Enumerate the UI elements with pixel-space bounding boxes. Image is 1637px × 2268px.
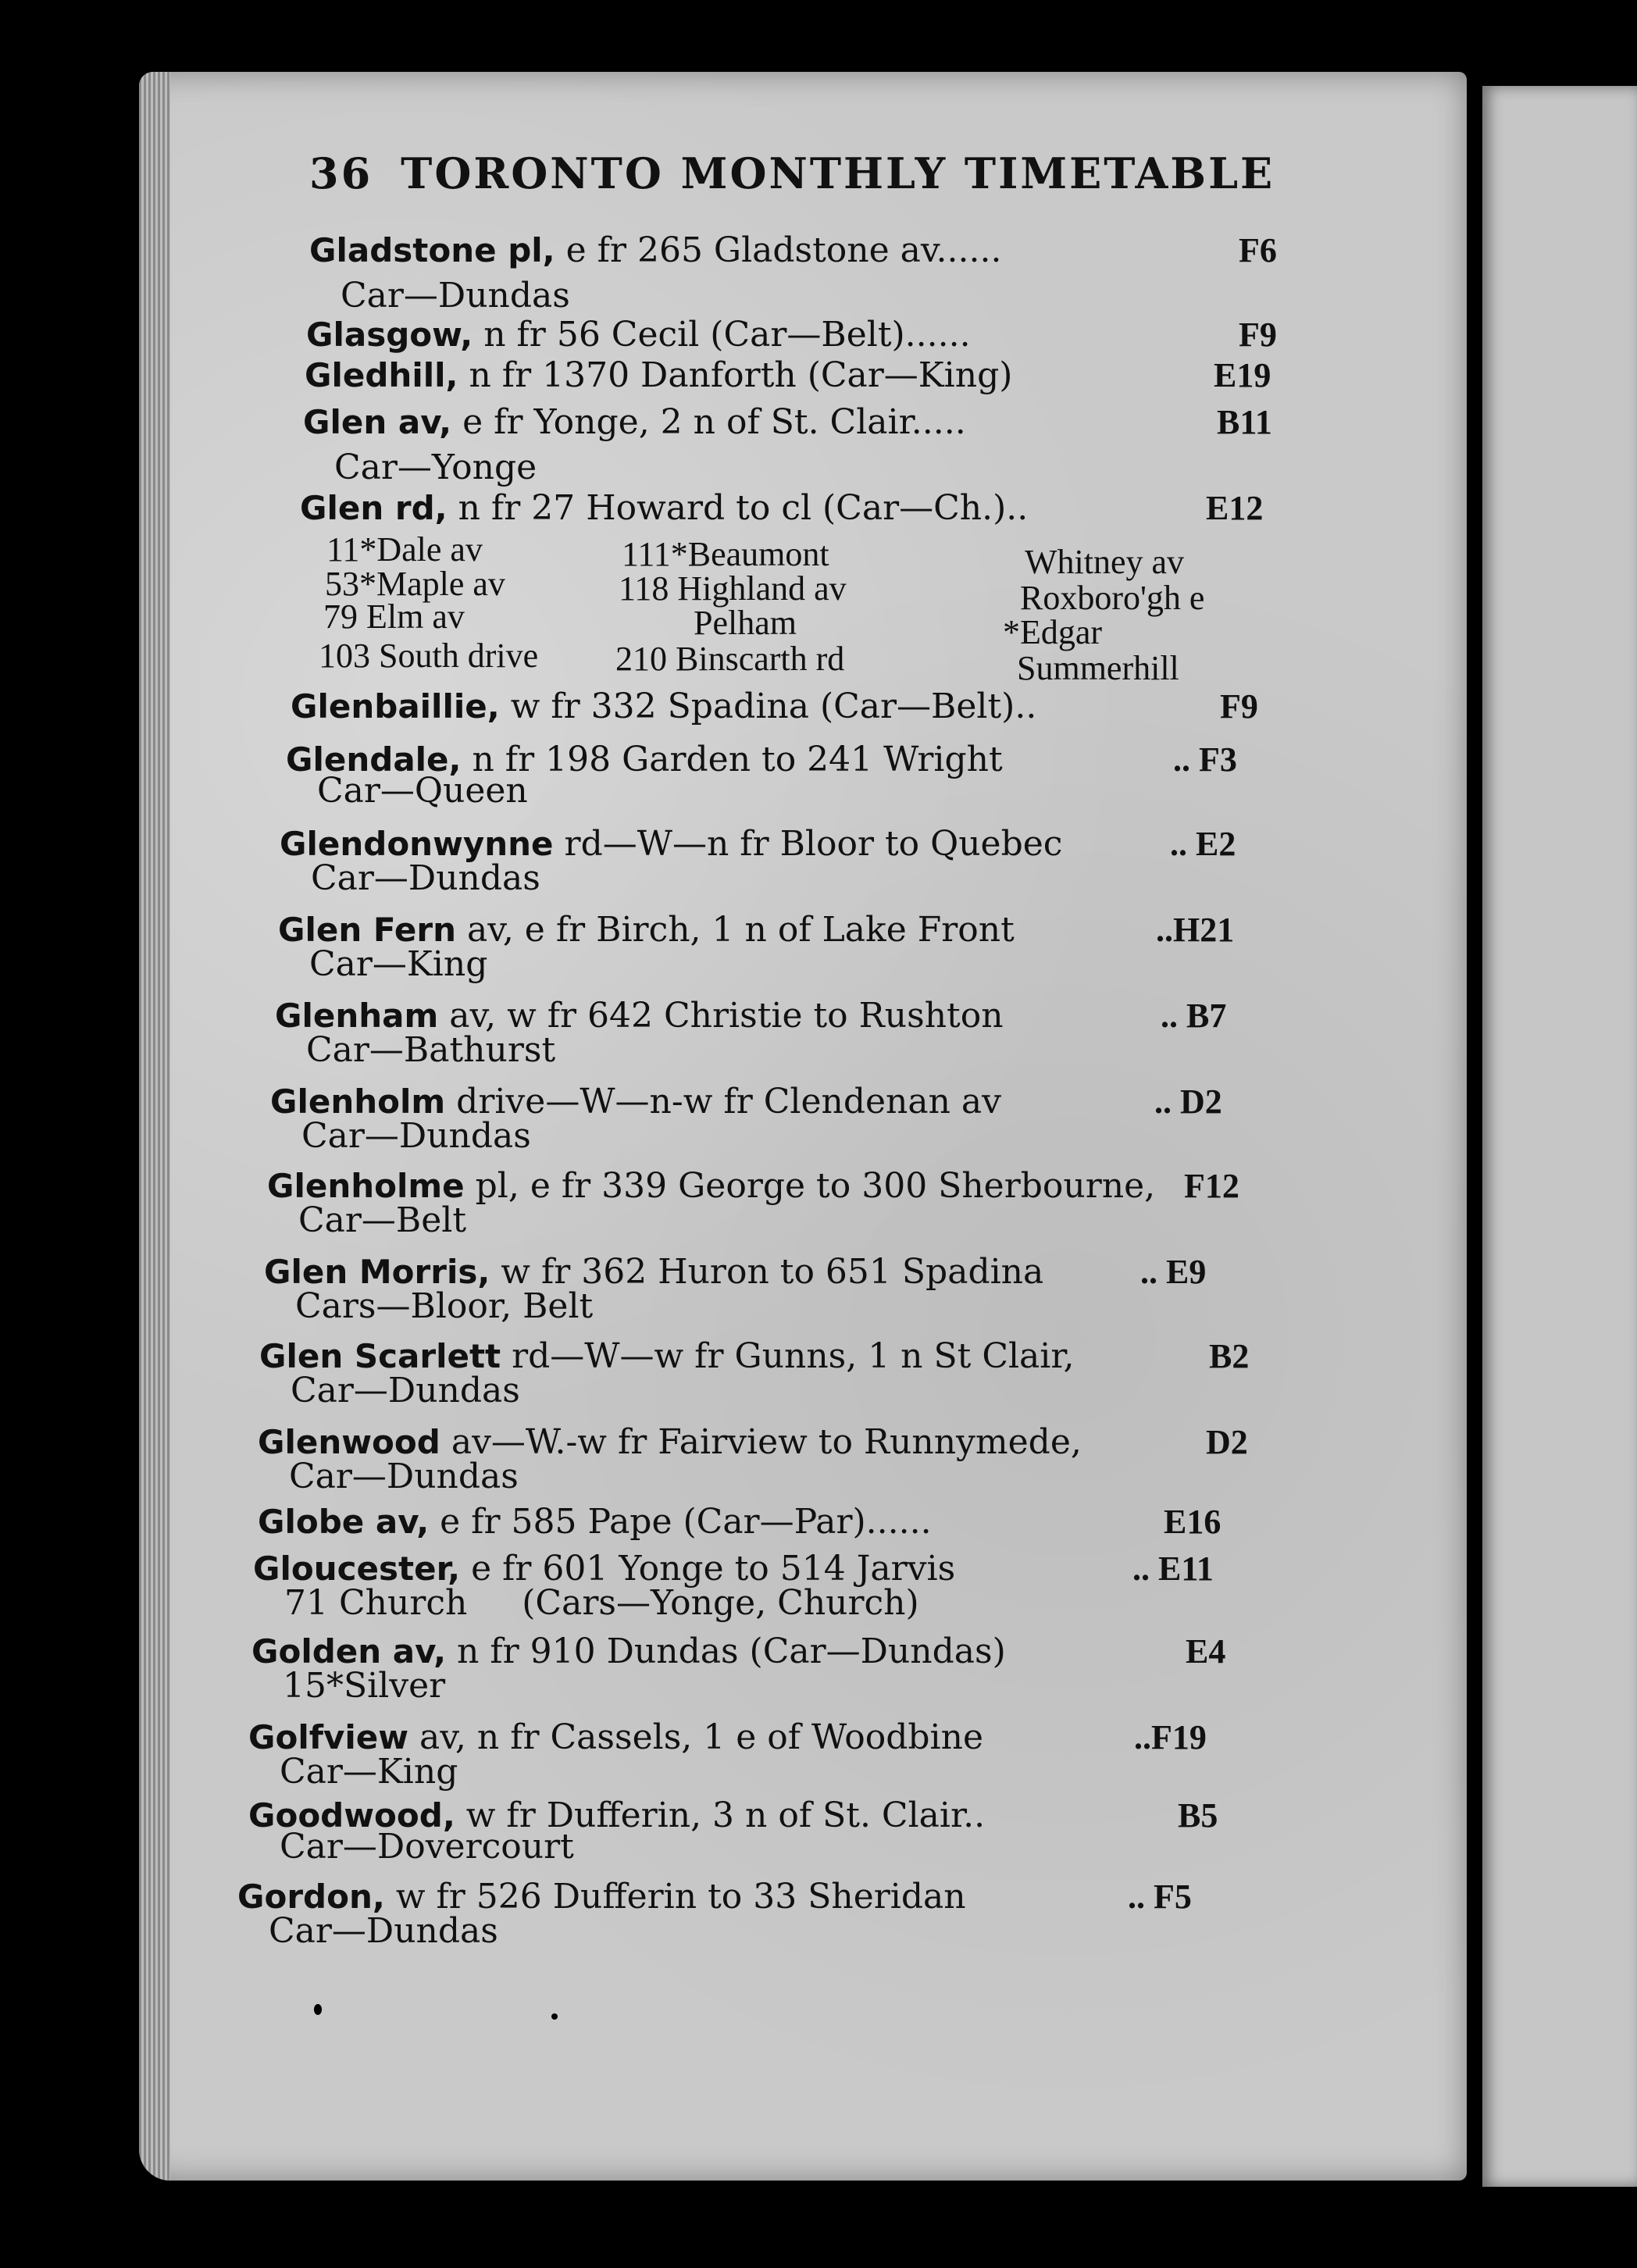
car-line: Car—Belt bbox=[298, 1200, 467, 1240]
street-name: Glen av, bbox=[303, 403, 452, 441]
grid-ref: .. E2 bbox=[1170, 825, 1236, 863]
car-line: 71 Church (Cars—Yonge, Church) bbox=[284, 1583, 919, 1623]
grid-ref: .. B7 bbox=[1161, 997, 1227, 1035]
page-edge bbox=[139, 72, 170, 2181]
street-name: Glenham bbox=[275, 997, 439, 1035]
car-line: Car—Dundas bbox=[269, 1911, 498, 1951]
street-name: Glenbaillie, bbox=[291, 687, 500, 726]
street-desc: rd—W—n fr Bloor to Quebec bbox=[553, 824, 1063, 864]
car-line: Car—King bbox=[309, 944, 488, 984]
facing-page bbox=[1482, 86, 1637, 2187]
grid-ref: E19 bbox=[1214, 356, 1271, 394]
grid-ref: E4 bbox=[1186, 1632, 1226, 1671]
grid-ref: D2 bbox=[1206, 1423, 1248, 1461]
grid-ref: ..H21 bbox=[1156, 911, 1235, 949]
grid-ref: .. F5 bbox=[1128, 1878, 1192, 1916]
cross-street: 103 South drive bbox=[319, 637, 539, 675]
street-desc: n fr 198 Garden to 241 Wright bbox=[461, 740, 1003, 779]
cross-street: Roxboro'gh e bbox=[1020, 579, 1205, 617]
car-line: Cars—Bloor, Belt bbox=[295, 1286, 594, 1326]
street-desc: e fr 601 Yonge to 514 Jarvis bbox=[460, 1549, 956, 1589]
street-desc: e fr Yonge, 2 n of St. Clair..... bbox=[451, 402, 966, 442]
street-name: Glenwood bbox=[258, 1423, 440, 1461]
street-name: Glendonwynne bbox=[280, 825, 554, 863]
cross-street: 79 Elm av bbox=[323, 597, 465, 636]
grid-ref: .. E11 bbox=[1132, 1549, 1214, 1588]
street-desc: w fr 362 Huron to 651 Spadina bbox=[490, 1252, 1044, 1292]
street-name: Glasgow, bbox=[306, 316, 473, 354]
street-name: Globe av, bbox=[258, 1503, 430, 1541]
car-line: Car—Dundas bbox=[289, 1457, 519, 1496]
street-desc: rd—W—w fr Gunns, 1 n St Clair, bbox=[501, 1336, 1075, 1376]
street-desc: n fr 910 Dundas (Car—Dundas) bbox=[446, 1631, 1006, 1671]
car-line: Car—Dovercourt bbox=[280, 1827, 574, 1867]
grid-ref: F6 bbox=[1239, 231, 1277, 269]
street-desc: n fr 1370 Danforth (Car—King) bbox=[458, 355, 1013, 395]
cross-street: Whitney av bbox=[1025, 543, 1185, 581]
street-desc: e fr 265 Gladstone av...... bbox=[555, 230, 1002, 270]
ink-speck bbox=[58, 1178, 66, 1189]
grid-ref: .. D2 bbox=[1154, 1082, 1222, 1121]
street-desc: drive—W—n-w fr Clendenan av bbox=[445, 1082, 1002, 1122]
street-desc: w fr 526 Dufferin to 33 Sheridan bbox=[384, 1877, 966, 1917]
grid-ref: B5 bbox=[1178, 1796, 1218, 1835]
grid-ref: E12 bbox=[1206, 489, 1264, 527]
street-desc: av—W.-w fr Fairview to Runnymede, bbox=[440, 1422, 1082, 1462]
street-name: Glendale, bbox=[286, 740, 462, 779]
grid-ref: F9 bbox=[1220, 687, 1258, 726]
street-name: Glen Morris, bbox=[264, 1253, 490, 1291]
street-desc: av, e fr Birch, 1 n of Lake Front bbox=[455, 910, 1015, 950]
grid-ref: F12 bbox=[1184, 1167, 1239, 1205]
car-line: Car—Yonge bbox=[334, 448, 537, 487]
street-desc: av, n fr Cassels, 1 e of Woodbine bbox=[408, 1717, 984, 1757]
car-line: Car—Dundas bbox=[301, 1116, 531, 1156]
grid-ref: ..F19 bbox=[1134, 1718, 1207, 1756]
car-line: Car—Dundas bbox=[341, 276, 570, 316]
cross-street: *Edgar bbox=[1003, 613, 1103, 651]
car-line: Car—Dundas bbox=[291, 1371, 520, 1410]
cross-street: 118 Highland av bbox=[619, 569, 847, 608]
cross-street: 11*Dale av bbox=[326, 530, 483, 569]
street-desc: av, w fr 642 Christie to Rushton bbox=[438, 996, 1004, 1036]
street-name: Glen rd, bbox=[300, 489, 448, 527]
street-desc: pl, e fr 339 George to 300 Sherbourne, bbox=[464, 1166, 1156, 1206]
car-line: Car—Bathurst bbox=[306, 1030, 556, 1070]
cross-street: Pelham bbox=[694, 604, 797, 642]
street-desc: n fr 56 Cecil (Car—Belt)...... bbox=[473, 315, 971, 355]
car-line: Car—Dundas bbox=[311, 858, 540, 898]
page-number: 36 bbox=[309, 148, 373, 198]
grid-ref: E16 bbox=[1164, 1503, 1222, 1541]
ink-speck bbox=[551, 2013, 558, 2020]
grid-ref: B2 bbox=[1209, 1337, 1250, 1375]
street-desc: e fr 585 Pape (Car—Par)...... bbox=[429, 1502, 932, 1542]
street-name: Golfview bbox=[248, 1718, 409, 1756]
cross-street: Summerhill bbox=[1017, 649, 1179, 687]
car-line: Car—King bbox=[280, 1752, 458, 1792]
cross-street: 53*Maple av bbox=[325, 565, 505, 603]
street-name: Glen Scarlett bbox=[259, 1337, 501, 1375]
car-line: Car—Queen bbox=[317, 771, 528, 811]
ink-speck bbox=[314, 2004, 322, 2015]
street-name: Glenholme bbox=[267, 1167, 465, 1205]
street-desc: w fr 332 Spadina (Car—Belt).. bbox=[499, 686, 1037, 726]
street-name: Gledhill, bbox=[305, 356, 458, 394]
street-name: Gordon, bbox=[237, 1878, 385, 1916]
street-desc: w fr Dufferin, 3 n of St. Clair.. bbox=[455, 1796, 986, 1835]
running-title: TORONTO MONTHLY TIMETABLE bbox=[401, 148, 1275, 198]
street-name: Golden av, bbox=[251, 1632, 447, 1671]
car-line: 15*Silver bbox=[283, 1666, 446, 1706]
grid-ref: B11 bbox=[1217, 403, 1272, 441]
street-name: Gloucester, bbox=[253, 1549, 461, 1588]
cross-street: 210 Binscarth rd bbox=[615, 640, 845, 678]
grid-ref: .. F3 bbox=[1173, 740, 1237, 779]
street-desc: n fr 27 Howard to cl (Car—Ch.).. bbox=[447, 488, 1029, 528]
grid-ref: F9 bbox=[1239, 316, 1277, 354]
running-head bbox=[309, 148, 1275, 198]
street-name: Goodwood, bbox=[248, 1796, 455, 1835]
street-name: Glenholm bbox=[270, 1082, 446, 1121]
cross-street: 111*Beaumont bbox=[622, 535, 829, 573]
grid-ref: .. E9 bbox=[1140, 1253, 1207, 1291]
street-name: Glen Fern bbox=[278, 911, 456, 949]
street-name: Gladstone pl, bbox=[309, 231, 555, 269]
